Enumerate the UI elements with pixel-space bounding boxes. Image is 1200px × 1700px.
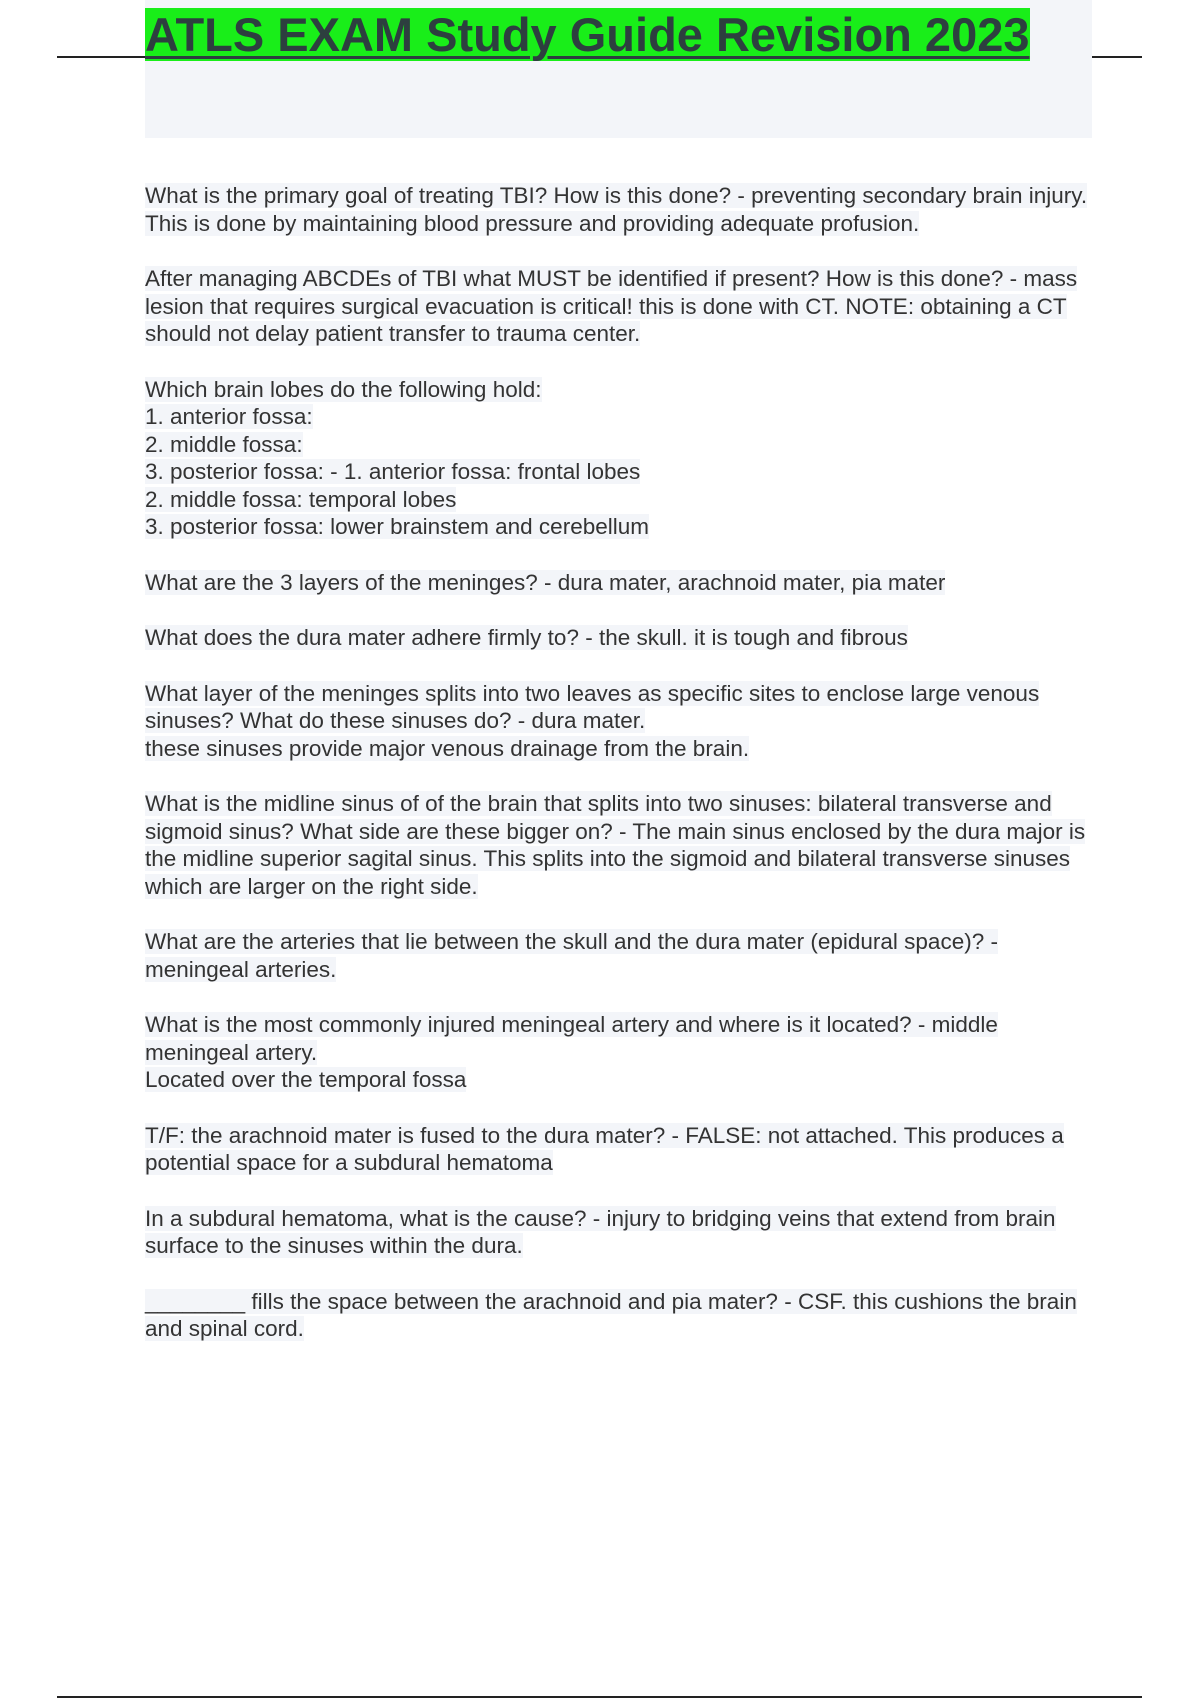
qa-item <box>145 1288 1090 1343</box>
top-rule-left <box>57 56 145 58</box>
qa-item <box>145 265 1090 348</box>
qa-text: ________ fills the space between the arachnoid and pia mater? - CSF. this cushions the brain and spinal cord. <box>145 1288 1077 1341</box>
qa-item <box>145 1205 1090 1260</box>
qa-item <box>145 790 1090 900</box>
qa-item <box>145 182 1090 237</box>
qa-item <box>145 680 1090 763</box>
title-text: ATLS EXAM Study Guide Revision 2023 <box>145 8 1030 61</box>
qa-text: After managing ABCDEs of TBI what MUST be identified if present? How is this done? - mass lesion that requires surgical evacuation is critical! this is done with CT. NOTE: obtaining a CT should not delay patient transfer to trauma center. <box>145 266 1078 346</box>
qa-text: What layer of the meninges splits into two leaves as specific sites to enclose large venous sinuses? What do these sinuses do? - dura mater. these sinuses provide major venous drainage from the brain. <box>145 680 1040 761</box>
qa-item <box>145 569 1090 597</box>
qa-text: What does the dura mater adhere firmly to? - the skull. it is tough and fibrous <box>145 625 908 650</box>
bottom-rule <box>57 1696 1142 1698</box>
qa-text: In a subdural hematoma, what is the cause? - injury to bridging veins that extend from brain surface to the sinuses within the dura. <box>145 1205 1056 1258</box>
qa-text: What is the midline sinus of of the brain that splits into two sinuses: bilateral transverse and sigmoid sinus? What side are these bigger on? - The main sinus enclosed by the dura major is the midline superior sagital sinus. This splits into the sigmoid and bilateral transverse sinuses which are larger on the right side. <box>145 791 1086 899</box>
document-title <box>145 0 1045 69</box>
qa-text: Which brain lobes do the following hold: 1. anterior fossa: 2. middle fossa: 3. posterior fossa: - 1. anterior fossa: frontal lobes 2. middle fossa: temporal lobes 3. posterior fossa: lower brainstem and cerebellum <box>145 376 649 539</box>
qa-text: What are the arteries that lie between the skull and the dura mater (epidural space)? - meningeal arteries. <box>145 929 998 982</box>
qa-text: T/F: the arachnoid mater is fused to the dura mater? - FALSE: not attached. This produces a potential space for a subdural hematoma <box>145 1122 1064 1175</box>
qa-item <box>145 624 1090 652</box>
qa-text: What are the 3 layers of the meninges? - dura mater, arachnoid mater, pia mater <box>145 569 946 595</box>
title-block <box>145 0 1092 138</box>
qa-list <box>145 182 1090 1371</box>
top-rule-right <box>1092 56 1142 58</box>
qa-item <box>145 1122 1090 1177</box>
qa-text: What is the most commonly injured meningeal artery and where is it located? - middle meningeal artery. Located over the temporal fossa <box>145 1012 998 1092</box>
qa-item <box>145 376 1090 541</box>
qa-item <box>145 928 1090 983</box>
qa-text: What is the primary goal of treating TBI? How is this done? - preventing secondary brain injury. This is done by maintaining blood pressure and providing adequate profusion. <box>145 183 1088 236</box>
qa-item <box>145 1011 1090 1094</box>
